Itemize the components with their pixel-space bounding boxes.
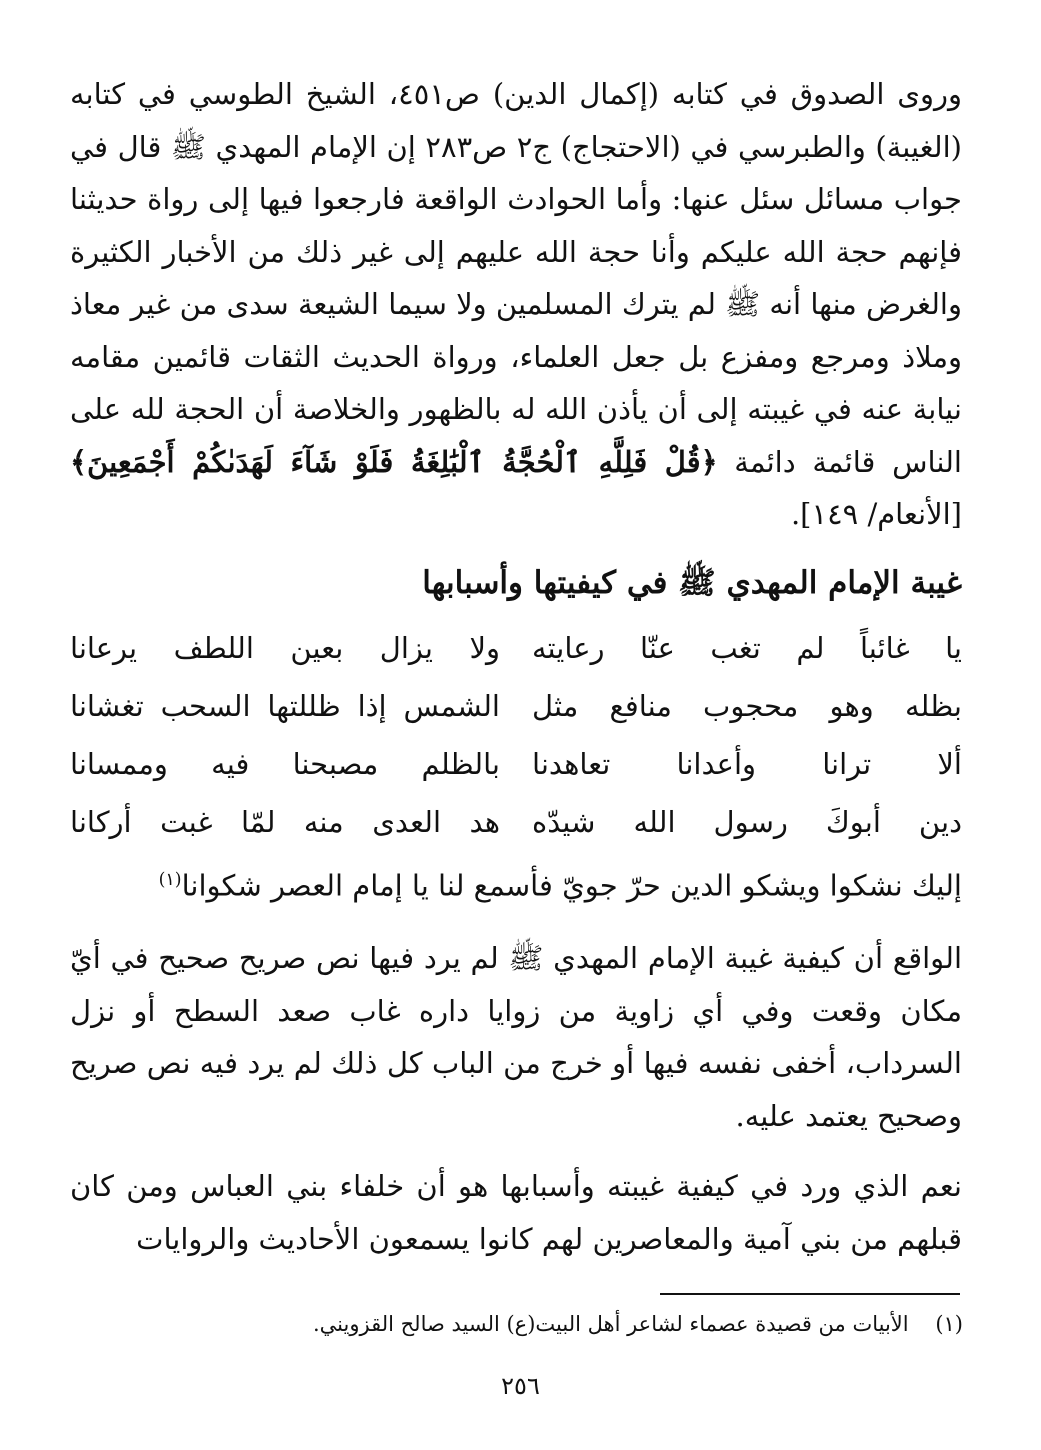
paragraph-intro-text: وروى الصدوق في كتابه (إكمال الدين) ص٤٥١، الشيخ الطوسي في كتابه (الغيبة) والطبرسي في (الاحتجاج) ج٢ ص٢٨٣ إن الإمام المهدي ﷺ قال في جواب مسائل سئل عنها: وأما الحوادث الواقعة فارجعوا فيها إلى رواة حديثنا فإنهم حجة الله عليكم وأنا حجة الله عليهم إلى غير ذلك من الأخبار الكثيرة والغرض منها أنه ﷺ لم يترك المسلمين ولا سيما الشيعة سدى من غير معاذ وملاذ ومرجع ومفزع بل جعل العلماء، ورواة الحديث الثقات قائمين مقامه نيابة عنه في غيبته إلى أن يأذن الله له بالظهور والخلاصة أن الحجة لله على الناس قائمة دائمة bbox=[70, 77, 962, 479]
paragraph-middle: الواقع أن كيفية غيبة الإمام المهدي ﷺ لم يرد فيها نص صريح صحيح في أيّ مكان وقعت وفي أي زاوية من زوايا داره غاب صعد السطح أو نزل السرداب، أخفى نفسه فيها أو خرج من الباب كل ذلك لم يرد فيه نص صريح وصحيح يعتمد عليه. bbox=[70, 941, 962, 1133]
footnote-marker: (١) bbox=[935, 1312, 963, 1336]
paragraph-intro bbox=[70, 68, 962, 541]
quran-reference: [الأنعام/ ١٤٩]. bbox=[790, 497, 962, 531]
footnote-reference: (١) bbox=[158, 869, 182, 890]
poem-hemistich-second: الشمس إذا ظللتها السحب تغشانا bbox=[70, 688, 500, 723]
quran-verse: ﴿قُلْ فَلِلَّهِ ٱلْحُجَّةُ ٱلْبَٰلِغَةُ فَلَوْ شَآءَ لَهَدَىٰكُمْ أَجْمَعِينَ﴾ bbox=[70, 444, 718, 479]
poem-hemistich-second: هد العدى منه لمّا غبت أركانا bbox=[70, 804, 500, 839]
poem-last-verse-text: إليك نشكوا ويشكو الدين حرّ جويّ فأسمع لنا يا إمام العصر شكوانا bbox=[181, 868, 962, 903]
poem-verse bbox=[70, 735, 962, 793]
page-number: ٢٥٦ bbox=[501, 1372, 540, 1400]
poem-hemistich-second: بالظلم مصبحنا فيه وممسانا bbox=[70, 746, 500, 781]
section-heading: غيبة الإمام المهدي ﷺ في كيفيتها وأسبابها bbox=[422, 564, 962, 601]
poem-verse bbox=[70, 677, 962, 735]
paragraph-bottom: نعم الذي ورد في كيفية غيبته وأسبابها هو أن خلفاء بني العباس ومن كان قبلهم من بني آمية والمعاصرين لهم كانوا يسمعون الأحاديث والروايات bbox=[70, 1169, 962, 1256]
poem-hemistich-first: دين أبوكَ رسول الله شيدّه bbox=[532, 804, 962, 839]
poem-hemistich-first: بظله وهو محجوب منافع مثل bbox=[532, 688, 962, 723]
footnote-divider bbox=[660, 1293, 960, 1295]
poem-verse bbox=[70, 619, 962, 677]
poem bbox=[70, 619, 962, 915]
footnote bbox=[263, 1308, 963, 1340]
poem-hemistich-first: يا غائباً لم تغب عنّا رعايته bbox=[532, 630, 962, 665]
footnote-text: الأبيات من قصيدة عصماء لشاعر أهل البيت(ع) السيد صالح القزويني. bbox=[313, 1312, 909, 1336]
poem-last-verse bbox=[70, 851, 962, 915]
poem-hemistich-second: ولا يزال بعين اللطف يرعانا bbox=[70, 630, 500, 665]
poem-verse bbox=[70, 793, 962, 851]
poem-hemistich-first: ألا ترانا وأعدانا تعاهدنا bbox=[532, 746, 962, 781]
page-body bbox=[70, 68, 962, 1265]
